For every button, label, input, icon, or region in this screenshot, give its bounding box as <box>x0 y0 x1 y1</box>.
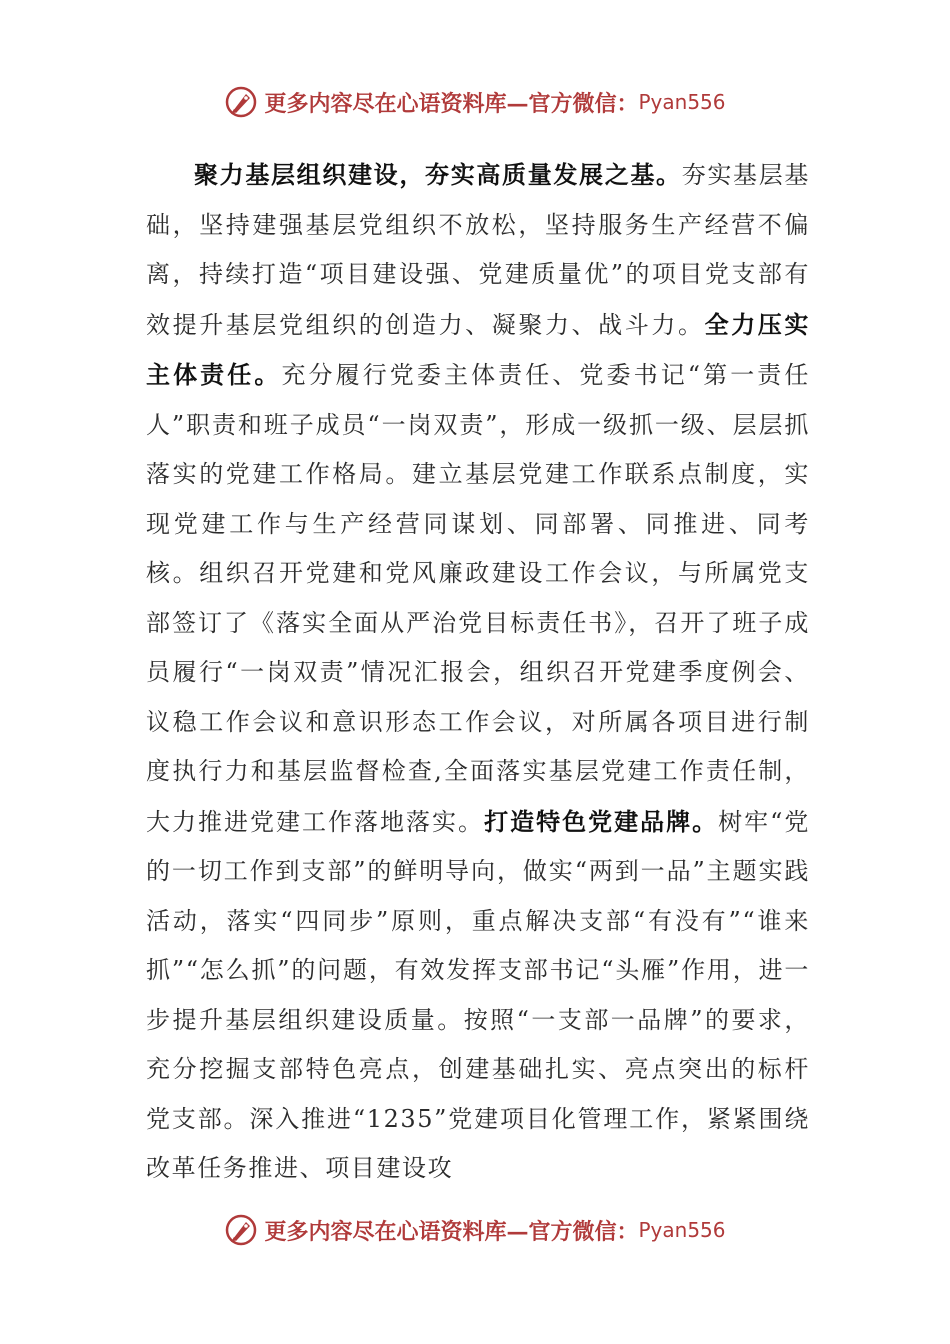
body-paragraph <box>146 150 810 1194</box>
banner-wechat-id: Pyan556 <box>638 90 726 114</box>
heading-inline-1: 聚力基层组织建设，夯实高质量发展之基。 <box>194 160 682 189</box>
pen-nib-logo-icon <box>224 85 258 119</box>
heading-inline-2: 全力压实主体责任。 <box>146 309 810 389</box>
paragraph-text-1: 夯实基层基础，坚持建强基层党组织不放松，坚持服务生产经营不偏离，持续打造“项目建设强、党建质量优”的项目党支部有效提升基层党组织的创造力、凝聚力、战斗力。 <box>146 161 810 339</box>
paragraph-text-2: 充分履行党委主体责任、党委书记“第一责任人”职责和班子成员“一岗双责”，形成一级抓一级、层层抓落实的党建工作格局。建立基层党建工作联系点制度，实现党建工作与生产经营同谋划、同部署、同推进、同考核。组织召开党建和党风廉政建设工作会议，与所属党支部签订了《落实全面从严治党目标责任书》，召开了班子成员履行“一岗双责”情况汇报会，组织召开党建季度例会、议稳工作会议和意识形态工作会议，对所属各项目进行制度执行力和基层监督检查,全面落实基层党建工作责任制，大力推进党建工作落地落实。 <box>146 361 810 836</box>
footer-banner <box>0 1210 950 1250</box>
heading-inline-3: 打造特色党建品牌。 <box>484 806 719 836</box>
header-banner <box>0 82 950 122</box>
banner-text: 更多内容尽在心语资料库—官方微信： <box>264 1218 639 1245</box>
paragraph-text-3: 树牢“党的一切工作到支部”的鲜明导向，做实“两到一品”主题实践活动，落实“四同步”原则，重点解决支部“有没有”“谁来抓”“怎么抓”的问题，有效发挥支部书记“头雁”作用，进一步提升基层组织建设质量。按照“一支部一品牌”的要求，充分挖掘支部特色亮点，创建基础扎实、亮点突出的标杆党支部。深入推进“1235”党建项目化管理工作，紧紧围绕改革任务推进、项目建设攻 <box>146 807 810 1182</box>
banner-wechat-id: Pyan556 <box>638 1218 726 1242</box>
pen-nib-logo-icon <box>224 1213 258 1247</box>
banner-text: 更多内容尽在心语资料库—官方微信： <box>264 90 639 117</box>
